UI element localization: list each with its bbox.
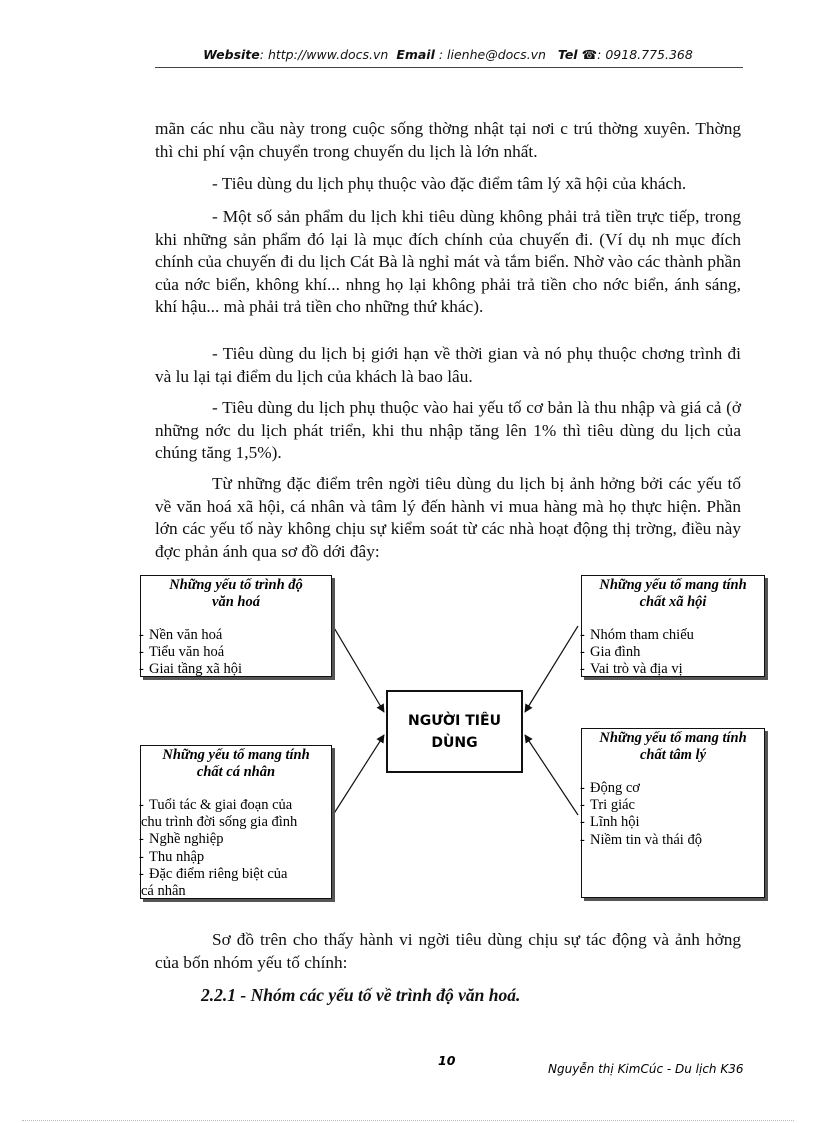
arrow-psych (525, 735, 578, 815)
website-value: : http://www.docs.vn (259, 47, 389, 62)
tel-label: Tel (557, 47, 578, 62)
list-item: - Động cơ (582, 780, 764, 797)
tel-value: : 0918.775.368 (597, 47, 693, 62)
box-psych-factors (581, 728, 765, 898)
paragraph-anh-huong: Từ những đặc điểm trên ngời tiêu dùng du lịch bị ảnh hởng bởi các yếu tố về văn hoá xã hội, cá nhân và tâm lý đến hành vi mua hàng mà họ thực hiện. Phần lớn các yếu tố này không chịu sự kiểm soát từ các nhà hoạt động thị trờng, điều này đợc phản ánh qua sơ đồ dới đây: (155, 474, 741, 561)
box-psych-title: Những yếu tố mang tính chất tâm lý (599, 730, 747, 763)
list-item: - Giai tầng xã hội (141, 661, 331, 678)
arrow-social (525, 626, 578, 712)
phone-icon: ☎ (581, 47, 598, 62)
box-culture-factors (140, 575, 332, 677)
list-item: - Nền văn hoá (141, 627, 331, 644)
section-heading: 2.2.1 - Nhóm các yếu tố về trình độ văn hoá. (201, 985, 521, 1005)
box-social-title: Những yếu tố mang tính chất xã hội (599, 577, 747, 610)
box-culture-title: Những yếu tố trình độ văn hoá (169, 577, 303, 610)
list-item: - Lĩnh hội (582, 814, 764, 831)
box-personal-title: Những yếu tố mang tính chất cá nhân (162, 747, 310, 780)
list-item: - Gia đình (582, 644, 764, 661)
list-item: - Thu nhập (141, 849, 331, 866)
arrow-culture (333, 626, 384, 712)
page-bottom-divider (22, 1120, 794, 1121)
page-number: 10 (438, 1053, 456, 1068)
paragraph-tam-ly: - Tiêu dùng du lịch phụ thuộc vào đặc điểm tâm lý xã hội của khách. (212, 174, 687, 193)
list-item: - Đặc điểm riêng biệt của (141, 866, 331, 883)
box-social-factors (581, 575, 765, 677)
paragraph-continuation: mãn các nhu cầu này trong cuộc sống thờng nhật tại nơi c trú thờng xuyên. Thờng thì chi phí vận chuyển trong chuyến du lịch là lớn nhất. (155, 119, 741, 161)
consumer-label-line2: DÙNG (431, 734, 478, 751)
list-item: - Tri giác (582, 797, 764, 814)
list-item: - Nhóm tham chiếu (582, 627, 764, 644)
list-item: - Tiểu văn hoá (141, 644, 331, 661)
list-item-continued: chu trình đời sống gia đình (141, 814, 298, 831)
list-item: - Niềm tin và thái độ (582, 832, 764, 849)
paragraph-thu-nhap: - Tiêu dùng du lịch phụ thuộc vào hai yếu tố cơ bản là thu nhập và giá cả (ở những nớc du lịch phát triển, khi thu nhập tăng lên 1% thì tiêu dùng du lịch của chúng tăng 1,5%). (155, 398, 741, 462)
consumer-box (386, 690, 523, 773)
paragraph-khong-tra-tien: - Một số sản phẩm du lịch khi tiêu dùng không phải trả tiền trực tiếp, trong khi những sản phẩm đó lại là mục đích chính của chuyến đi. (Ví dụ nh mục đích chính của chuyến đi du lịch Cát Bà là nghỉ mát và tắm biển. Nhờ vào các thành phần của nớc biển, không khí... nhng họ lại không phải trả tiền cho nớc biển, ánh sáng, khí hậu... mà phải trả tiền cho những thứ khác). (155, 207, 741, 316)
list-item-continued: cá nhân (141, 883, 186, 900)
list-item: - Nghề nghiệp (141, 831, 331, 848)
email-value: : lienhe@docs.vn (434, 47, 546, 62)
arrow-personal (333, 735, 384, 815)
footer-author: Nguyễn thị KimCúc - Du lịch K36 (548, 1062, 744, 1076)
email-label: Email (396, 47, 435, 62)
paragraph-so-do: Sơ đồ trên cho thấy hành vi ngời tiêu dùng chịu sự tác động và ảnh hởng của bốn nhóm yếu tố chính: (155, 930, 741, 972)
website-label: Website (203, 47, 260, 62)
box-personal-factors (140, 745, 332, 899)
list-item: - Tuổi tác & giai đoạn của (141, 797, 331, 814)
consumer-label-line1: NGƯỜI TIÊU (408, 712, 501, 729)
list-item: - Vai trò và địa vị (582, 661, 764, 678)
paragraph-thoi-gian: - Tiêu dùng du lịch bị giới hạn về thời gian và nó phụ thuộc chơng trình đi và lu lại tại điểm du lịch của khách là bao lâu. (155, 344, 741, 386)
